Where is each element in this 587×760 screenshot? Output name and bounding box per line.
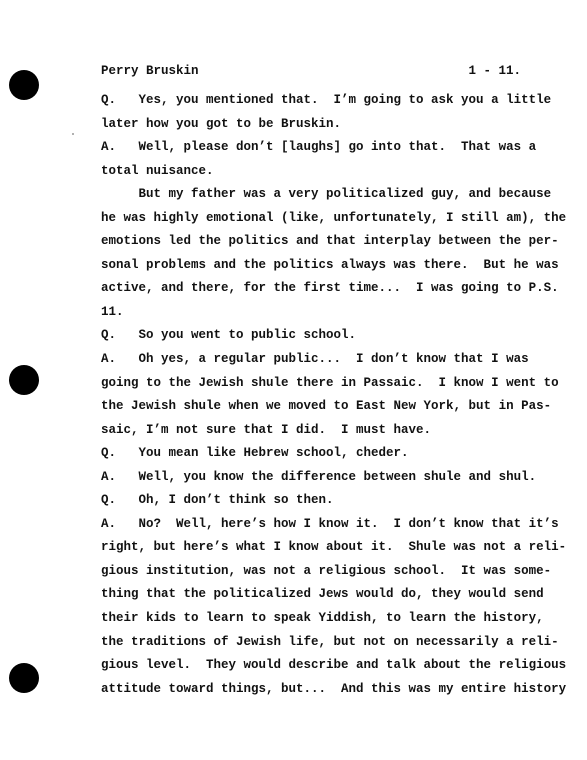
text-line: Q. You mean like Hebrew school, cheder. [101,446,409,461]
text-line: attitude toward things, but... And this was my entire history [101,681,567,696]
text-line: right, but here’s what I know about it. Shule was not a reli- [101,540,567,555]
text-line: emotions led the politics and that interplay between the per- [101,234,559,249]
text-line: A. Oh yes, a regular public... I don’t know that I was [101,352,529,367]
text-line: their kids to learn to speak Yiddish, to learn the history, [101,611,544,626]
text-line: sonal problems and the politics always was there. But he was [101,257,559,272]
page-number: 1 - 11. [468,64,521,78]
text-line: thing that the politicalized Jews would do, they would send [101,587,544,602]
punch-hole [9,70,39,100]
text-line: Q. Yes, you mentioned that. I’m going to ask you a little [101,93,552,107]
text-line: saic, I’m not sure that I did. I must have. [101,422,432,437]
text-line: he was highly emotional (like, unfortunately, I still am), the [101,210,567,225]
text-line: A. Well, you know the difference between shule and shul. [101,469,537,484]
text-line: the traditions of Jewish life, but not on necessarily a reli- [101,634,559,649]
text-line: A. Well, please don’t [laughs] go into that. That was a [101,140,537,155]
text-line: gious institution, was not a religious school. It was some- [101,563,552,578]
text-line: 11. [101,304,124,319]
text-line: Q. Oh, I don’t think so then. [101,493,334,508]
text-line: Q. So you went to public school. [101,328,357,343]
paper-speck [72,133,74,135]
text-line: gious level. They would describe and talk about the religious [101,658,567,673]
interviewee-name: Perry Bruskin [101,64,199,78]
punch-hole [9,365,39,395]
page-header [101,64,521,84]
text-line: But my father was a very politicalized guy, and because [101,187,552,202]
text-line: later how you got to be Bruskin. [101,116,342,131]
text-line: total nuisance. [101,163,214,178]
text-line: A. No? Well, here’s how I know it. I don’t know that it’s [101,516,559,531]
text-line: the Jewish shule when we moved to East New York, but in Pas- [101,399,552,414]
text-line: going to the Jewish shule there in Passaic. I know I went to [101,375,559,390]
transcript-body [101,89,567,701]
punch-hole [9,663,39,693]
text-line: active, and there, for the first time... I was going to P.S. [101,281,559,296]
